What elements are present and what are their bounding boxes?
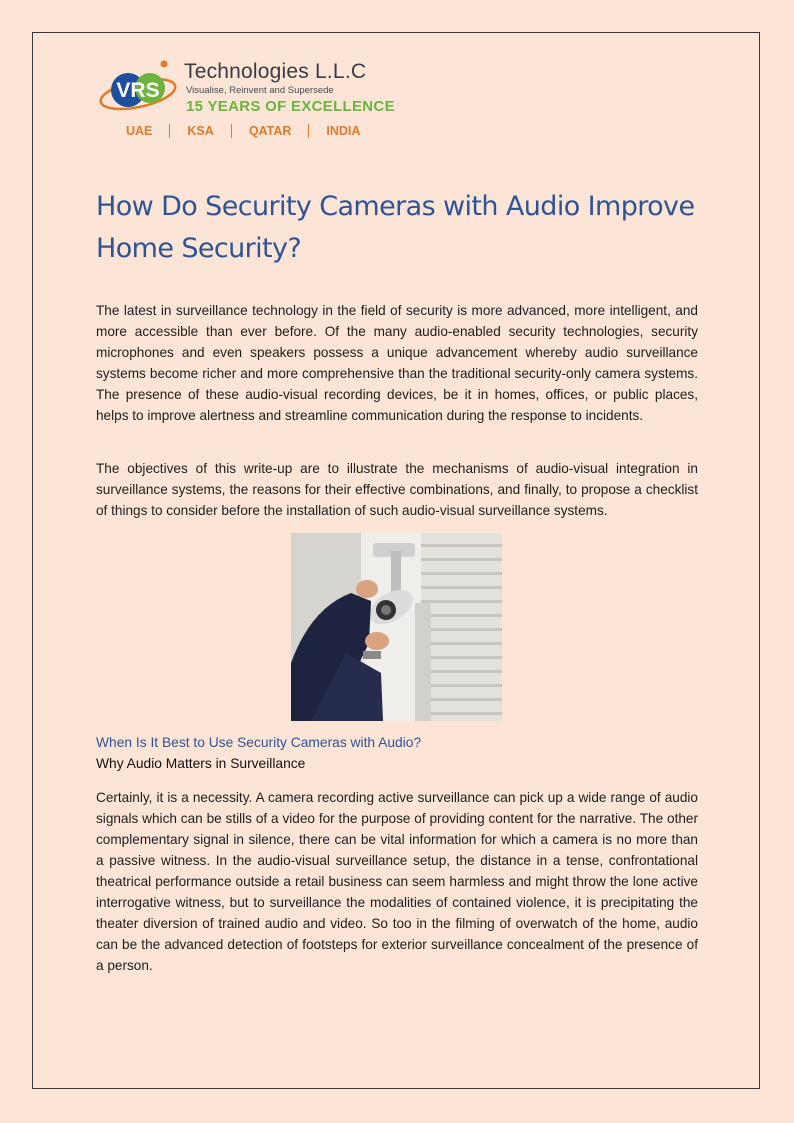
region-list (126, 124, 377, 138)
body-paragraph: Certainly, it is a necessity. A camera recording active surveillance can pick up a wide range of audio signals which can be stills of a video for the purpose of providing content for the narrative. The other complementary signal in silence, there can be vital information for which a camera is no more than a passive witness. In the audio-visual surveillance setup, the distance in a tense, confrontational theatrical performance outside a retail business can seem harmless and might throw the lone active interrogative witness, but to surveillance the modalities of contained violence, it is precipitating the theater diversion of trained audio and video. So too in the filming of overwatch of the home, audio can be the advanced detection of footsteps for exterior surveillance concealment of the presence of a person. (96, 790, 698, 973)
company-tagline: Visualise, Reinvent and Supersede (186, 85, 334, 96)
vrs-logo-mark (98, 56, 182, 126)
logo-mark-text: VRS (116, 79, 160, 102)
article-title: How Do Security Cameras with Audio Improve Home Security? (96, 191, 695, 264)
company-logo (98, 56, 398, 146)
region-india: INDIA (326, 124, 361, 138)
intro-paragraph: The latest in surveillance technology in the field of security is more advanced, more intelligent, and more accessible than ever before. Of the many audio-enabled security technologies, security microphones and even speakers possess a unique advancement whereby audio surveillance systems become richer and more comprehensive than the traditional security-only camera systems. The presence of these audio-visual recording devices, be it in homes, offices, or public places, helps to improve alertness and streamline communication during the response to incidents. (96, 303, 698, 423)
section-heading-when: When Is It Best to Use Security Cameras with Audio? (96, 735, 422, 750)
section-heading-why: Why Audio Matters in Surveillance (96, 756, 306, 771)
years-badge: 15 YEARS OF EXCELLENCE (186, 98, 395, 115)
region-ksa: KSA (187, 124, 214, 138)
company-name: Technologies L.L.C (184, 60, 367, 83)
region-uae: UAE (126, 124, 153, 138)
objectives-paragraph: The objectives of this write-up are to illustrate the mechanisms of audio-visual integration in surveillance systems, the reasons for their effective combinations, and finally, to propose a checklist of things to consider before the installation of such audio-visual surveillance systems. (96, 461, 698, 518)
region-qatar: QATAR (248, 124, 292, 138)
camera-installation-photo (291, 533, 502, 721)
photo-illustration (291, 533, 502, 721)
